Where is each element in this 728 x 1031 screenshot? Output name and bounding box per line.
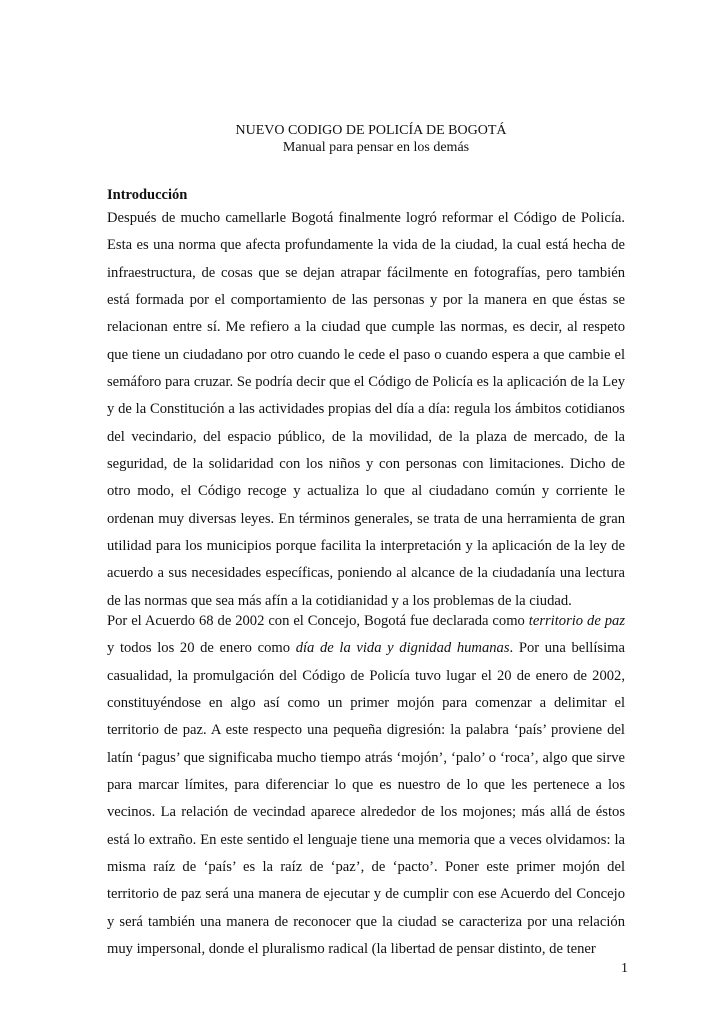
- document-title: NUEVO CODIGO DE POLICÍA DE BOGOTÁ: [235, 123, 507, 138]
- italic-phrase: día de la vida y dignidad humanas: [295, 640, 510, 657]
- section-heading: Introducción: [107, 187, 188, 203]
- paragraph-introduction: Después de mucho camellarle Bogotá finalmente logró reformar el Código de Policía. Esta es una norma que afecta profundamente la vida de la ciudad, la cual está hecha de infraestructura, de cosas que se dejan atrapar fácilmente en fotografías, pero también está formada por el comportamiento de las personas y por la manera en que éstas se relacionan entre sí. Me refiero a la ciudad que cumple las normas, es decir, al respeto que tiene un ciudadano por otro cuando le cede el paso o cuando espera a que cambie el semáforo para cruzar. Se podría decir que el Código de Policía es la aplicación de la Ley y de la Constitución a las actividades propias del día a día: regula los ámbitos cotidianos del vecindario, del espacio público, de la movilidad, de la plaza de mercado, de la seguridad, de la solidaridad con los niños y con personas con limitaciones. Dicho de otro modo, el Código recoge y actualiza lo que al ciudadano común y corriente le ordenan muy diversas leyes. En términos generales, se trata de una herramienta de gran utilidad para los municipios porque facilita la interpretación y la aplicación de la ley de acuerdo a sus necesidades específicas, poniendo al alcance de la ciudadanía una lectura de las normas que sea más afín a la cotidianidad y a los problemas de la ciudad.: [107, 210, 625, 609]
- paragraph-acuerdo: [107, 608, 625, 963]
- paragraph-text: . Por una bellísima casualidad, la promulgación del Código de Policía tuvo lugar el 20 de enero de 2002, constituyéndose en algo así como un primer mojón para comenzar a delimitar el territorio de paz. A este respecto una pequeña digresión: la palabra ‘país’ proviene del latín ‘pagus’ que significaba mucho tiempo atrás ‘mojón’, ‘palo’ o ‘roca’, algo que sirve para marcar límites, para diferenciar lo que es nuestro de lo que les pertenece a los vecinos. La relación de vecindad aparece alrededor de los mojones; más allá de éstos está lo extraño. En este sentido el lenguaje tiene una memoria que a veces olvidamos: la misma raíz de ‘país’ es la raíz de ‘paz’, de ‘pacto’. Poner este primer mojón del territorio de paz será una manera de ejecutar y de cumplir con ese Acuerdo del Concejo y será también una manera de reconocer que la ciudad se caracteriza por una relación muy impersonal, donde el pluralismo radical (la libertad de pensar distinto, de tener: [107, 640, 625, 958]
- page-number: 1: [621, 961, 628, 976]
- paragraph-text: Por el Acuerdo 68 de 2002 con el Concejo, Bogotá fue declarada como: [107, 613, 529, 629]
- italic-phrase: territorio de paz: [528, 613, 625, 629]
- title-block: [0, 122, 728, 156]
- paragraph-text: y todos los 20 de enero como: [107, 640, 296, 657]
- document-subtitle: Manual para pensar en los demás: [282, 140, 470, 155]
